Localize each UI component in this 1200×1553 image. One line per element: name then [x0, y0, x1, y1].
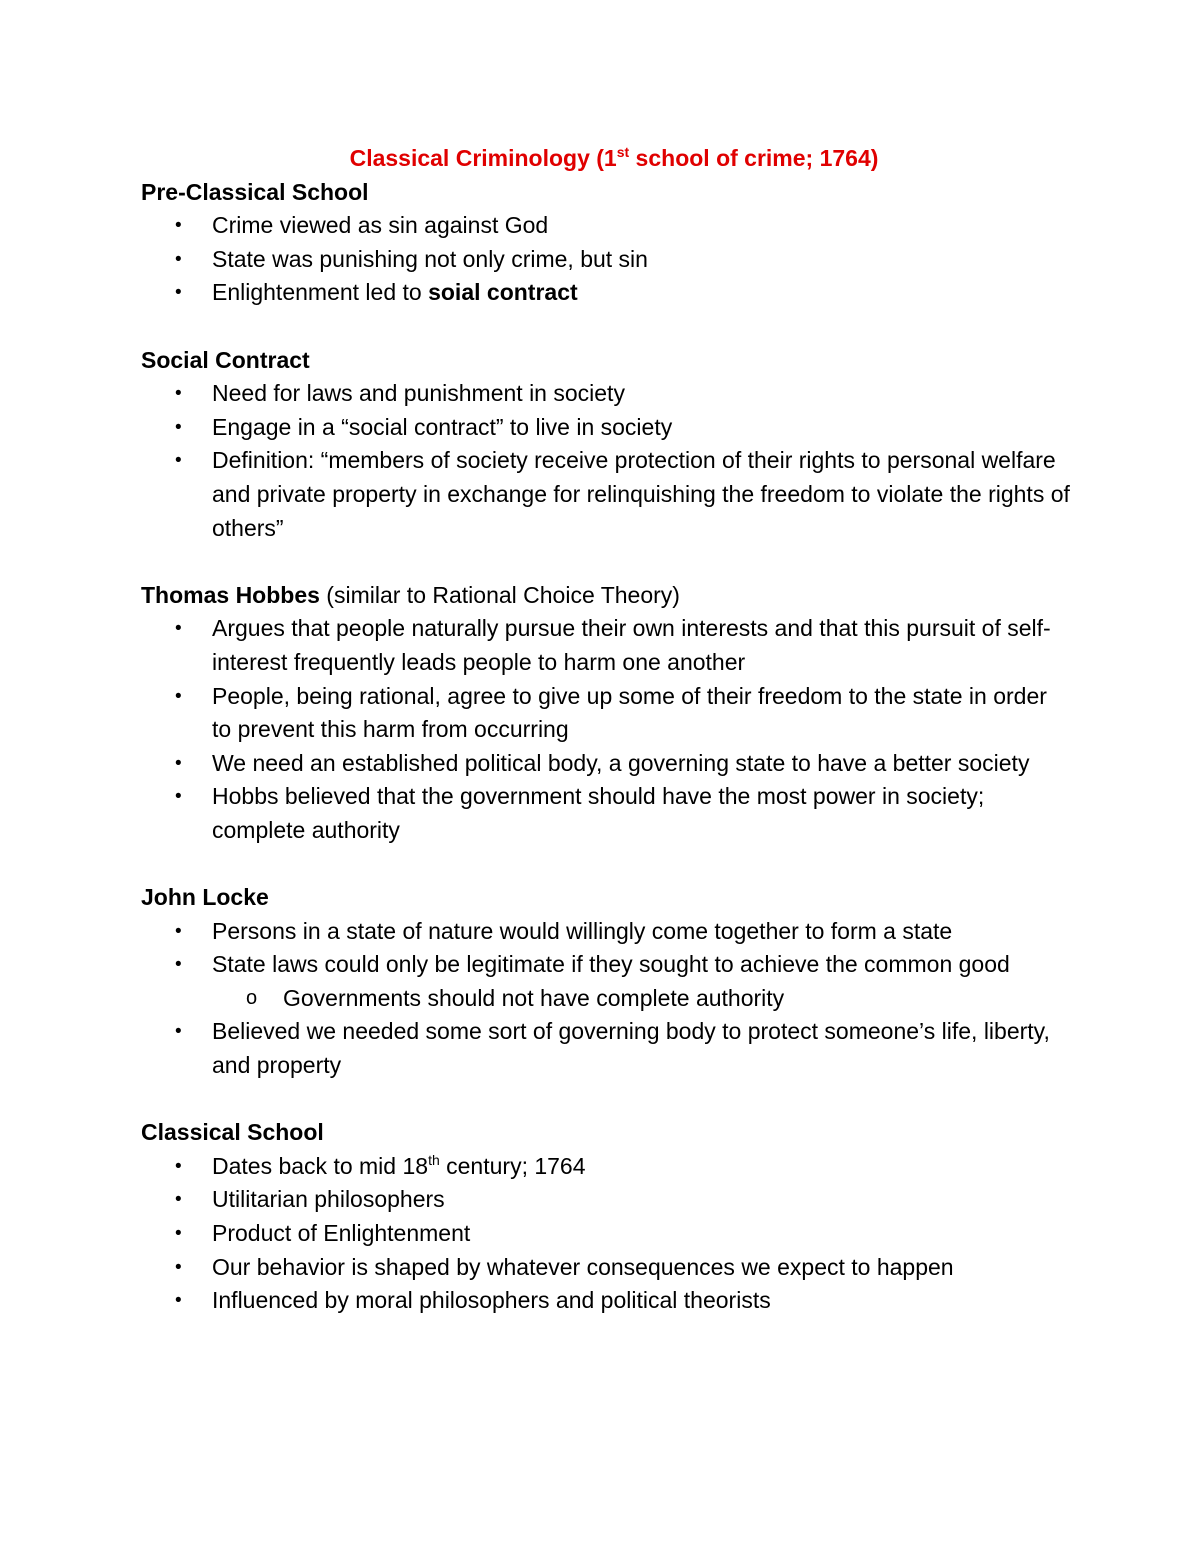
list-item — [141, 948, 1071, 1015]
bullet-icon: • — [175, 1155, 182, 1177]
locke-sub-list — [212, 982, 1071, 1016]
section-heading-locke: John Locke — [141, 884, 269, 911]
list-item-superscript: th — [428, 1151, 440, 1168]
list-item — [141, 1150, 1071, 1184]
section-spacer — [141, 545, 1071, 579]
list-item-text: Dates back to mid 18 — [212, 1152, 429, 1179]
section-heading-hobbes — [141, 579, 1071, 613]
section-heading-classical: Classical School — [141, 1119, 324, 1146]
list-item — [141, 1183, 1071, 1217]
bullet-icon: • — [175, 786, 182, 808]
list-item-text: Persons in a state of nature would willingly come together to form a state — [212, 917, 953, 944]
classical-list — [141, 1150, 1071, 1318]
hollow-bullet-icon: o — [246, 986, 258, 1009]
list-item — [141, 276, 1071, 310]
section-heading-social-contract: Social Contract — [141, 346, 310, 373]
list-item — [141, 1015, 1071, 1082]
list-item-text: Argues that people naturally pursue their own interests and that this pursuit of self-interest frequently leads people to harm one another — [212, 615, 1051, 675]
bullet-icon: • — [175, 416, 182, 438]
bullet-icon: • — [175, 248, 182, 270]
list-item-text: Need for laws and punishment in society — [212, 380, 625, 407]
hobbes-list — [141, 612, 1071, 847]
list-item — [141, 411, 1071, 445]
list-item-text: Engage in a “social contract” to live in society — [212, 413, 673, 440]
list-item — [141, 377, 1071, 411]
list-item-text: Enlightenment led to — [212, 279, 429, 306]
document-title — [141, 142, 1071, 176]
bullet-icon: • — [175, 685, 182, 707]
heading-bold-text: Thomas Hobbes — [141, 581, 320, 608]
title-text-rest: school of crime; 1764) — [629, 145, 879, 171]
list-item-text-rest: century; 1764 — [439, 1152, 586, 1179]
list-item — [141, 209, 1071, 243]
list-item — [141, 780, 1071, 847]
bullet-icon: • — [175, 954, 182, 976]
bullet-icon: • — [175, 450, 182, 472]
document-body — [141, 142, 1071, 1318]
section-spacer — [141, 1083, 1071, 1117]
list-item-text: We need an established political body, a governing state to have a better society — [212, 749, 1030, 776]
bullet-icon: • — [175, 920, 182, 942]
list-item-text: Definition: “members of society receive protection of their rights to personal welfare and private property in exchange for relinquishing the freedom to violate the rights of others” — [212, 447, 1070, 541]
list-item — [141, 680, 1071, 747]
list-item — [141, 1284, 1071, 1318]
section-spacer — [141, 310, 1071, 344]
heading-normal-text: (similar to Rational Choice Theory) — [319, 581, 680, 608]
list-item-text: Our behavior is shaped by whatever consequences we expect to happen — [212, 1253, 954, 1280]
list-item — [141, 243, 1071, 277]
list-item — [141, 612, 1071, 679]
bullet-icon: • — [175, 1290, 182, 1312]
list-item-text: Utilitarian philosophers — [212, 1186, 445, 1213]
list-item — [141, 1217, 1071, 1251]
list-item — [141, 1251, 1071, 1285]
list-item — [141, 444, 1071, 545]
bullet-icon: • — [175, 752, 182, 774]
bullet-icon: • — [175, 1189, 182, 1211]
section-heading-pre-classical: Pre-Classical School — [141, 178, 369, 205]
sub-list-item-text: Governments should not have complete authority — [283, 984, 785, 1011]
bullet-icon: • — [175, 282, 182, 304]
list-item-text: Crime viewed as sin against God — [212, 212, 549, 239]
bullet-icon: • — [175, 618, 182, 640]
list-item-text: Influenced by moral philosophers and political theorists — [212, 1287, 771, 1314]
bullet-icon: • — [175, 1256, 182, 1278]
sub-list-item — [212, 982, 1071, 1016]
list-item — [141, 915, 1071, 949]
list-item-text: State laws could only be legitimate if they sought to achieve the common good — [212, 951, 1010, 978]
list-item-bold-text: soial contract — [428, 279, 578, 306]
list-item — [141, 747, 1071, 781]
bullet-icon: • — [175, 1021, 182, 1043]
list-item-text: Hobbs believed that the government should have the most power in society; complete authority — [212, 783, 985, 843]
list-item-text: Believed we needed some sort of governing body to protect someone’s life, liberty, and property — [212, 1018, 1050, 1079]
social-contract-list — [141, 377, 1071, 545]
list-item-text: Product of Enlightenment — [212, 1220, 471, 1246]
list-item-text: State was punishing not only crime, but sin — [212, 245, 648, 272]
pre-classical-list — [141, 209, 1071, 310]
locke-list — [141, 915, 1071, 1083]
bullet-icon: • — [175, 1223, 182, 1244]
bullet-icon: • — [175, 215, 182, 237]
list-item-text: People, being rational, agree to give up some of their freedom to the state in order to prevent this harm from occurring — [212, 682, 1047, 743]
title-superscript: st — [616, 144, 630, 160]
section-spacer — [141, 847, 1071, 881]
bullet-icon: • — [175, 383, 182, 405]
title-text-main: Classical Criminology (1 — [349, 145, 617, 171]
